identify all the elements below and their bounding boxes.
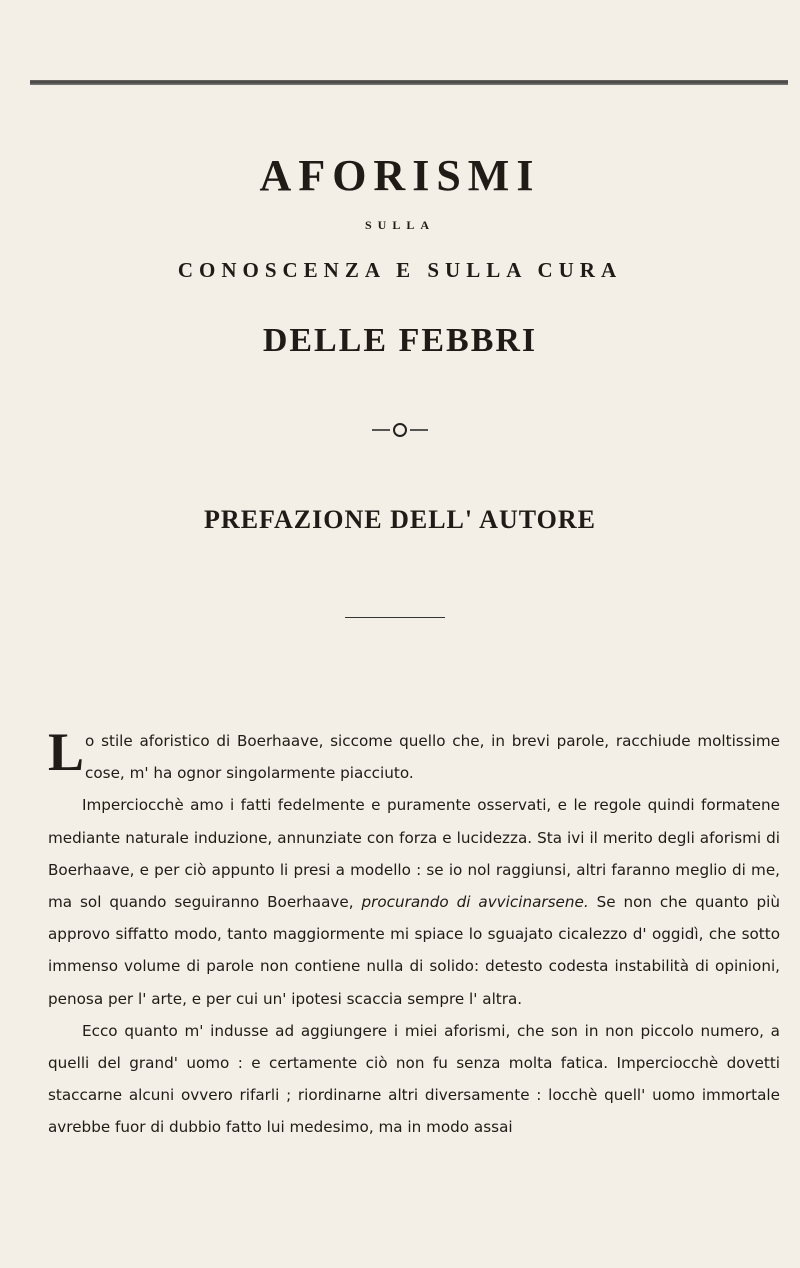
paragraph-3-text: Ecco quanto m' indusse ad aggiungere i miei aforismi, che son in non piccolo numero, a quelli del grand' uomo : e certamente ciò non fu senza molta fatica. Imperciocchè dovetti staccarne alcuni ovvero rifarli ; riordinarne altri diversamente : locchè quell' uomo immortale avrebbe fuor di dubbio fatto lui medesimo, ma in modo assai <box>48 1021 780 1137</box>
book-title: AFORISMI <box>259 151 541 200</box>
paragraph-2-text-b: Se non che quanto più approvo siffatto modo, tanto maggiormente mi spiace lo sguajato cicalezzo d' oggidì, che sotto immenso volume di parole non contiene nulla di solido: detesto codesta instabilità di opinioni, penosa per l' arte, e per cui un' ipotesi scaccia sempre l' altra. <box>48 893 780 1008</box>
section-rule <box>345 617 445 618</box>
preface-heading: PREFAZIONE DELL' AUTORE <box>204 505 596 534</box>
paragraph-1-text: o stile aforistico di Boerhaave, siccome quello che, in brevi parole, racchiude moltissime cose, m' ha ognor singolarmente piacciuto. <box>85 732 780 783</box>
paragraph-2-italic: procurando di avvicinarsene. <box>361 893 589 912</box>
top-rule <box>30 80 788 85</box>
ornament-divider-icon <box>300 420 500 440</box>
paragraph-2-text-a: Imperciocchè amo i fatti fedelmente e puramente osservati, e le regole quindi formatene mediante naturale induzione, annunziate con forza e lucidezza. Sta ivi il merito degli aforismi di Boerhaave, e per ciò appunto li presi a modello : se io nol raggiunsi, altri faranno meglio di me, ma sol quando seguiranno Boerhaave, <box>48 796 780 912</box>
paragraph-2 <box>48 789 780 1014</box>
paragraph-3 <box>48 1015 780 1144</box>
subtitle-febbri: DELLE FEBBRI <box>262 322 538 359</box>
body-text <box>48 722 780 1144</box>
paragraph-1 <box>48 722 780 789</box>
drop-cap: L <box>48 722 85 782</box>
subtitle-sulla: SULLA <box>364 218 435 232</box>
subtitle-conoscenza: CONOSCENZA E SULLA CURA <box>177 258 623 282</box>
